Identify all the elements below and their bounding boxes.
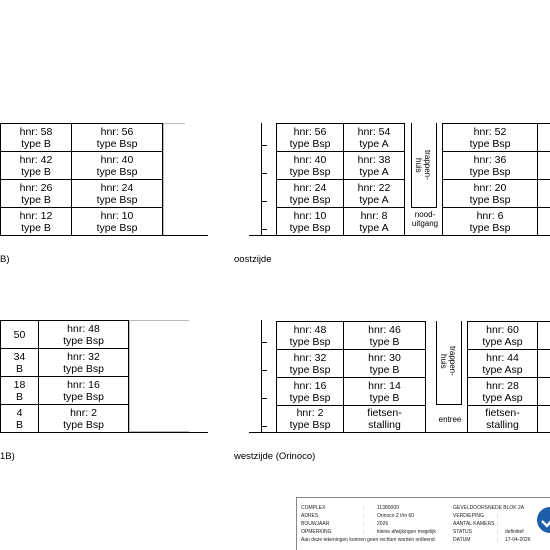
datum-label: DATUM bbox=[453, 537, 471, 543]
unit-cell: hnr: 2 type Bsp bbox=[276, 405, 344, 433]
unit-cell: hnr: 38 type A bbox=[343, 151, 405, 180]
unit-cell: hnr: 2 type Bsp bbox=[38, 404, 129, 433]
facade-edge bbox=[261, 320, 262, 432]
section-caption: westzijde (Orinoco) bbox=[234, 451, 316, 462]
unit-cell: hnr: 40 type Bsp bbox=[71, 151, 163, 180]
unit-cell: 18 B bbox=[0, 376, 39, 405]
entrance-label: entree bbox=[438, 415, 462, 424]
logo-icon bbox=[537, 507, 550, 533]
unit-cell: hnr: 42 type B bbox=[0, 151, 72, 180]
unit-cell: hnr: 6 type Bsp bbox=[442, 207, 538, 236]
section-caption: oostzijde bbox=[234, 254, 272, 265]
unit-cell: hnr: 48 type Bsp bbox=[38, 320, 129, 349]
adjacent-unit-divider bbox=[537, 377, 550, 378]
adjacent-unit-divider bbox=[537, 151, 550, 152]
disclaimer: Aan deze tekeningen kunnen geen rechten worden ontleend bbox=[301, 537, 435, 543]
roof-outline bbox=[163, 123, 185, 236]
opmerking-label: OPMERKING bbox=[301, 529, 332, 535]
tick-mark bbox=[261, 173, 267, 174]
unit-cell: hnr: 16 type Bsp bbox=[38, 376, 129, 405]
separator: : bbox=[497, 513, 499, 519]
unit-cell: hnr: 48 type Bsp bbox=[276, 321, 344, 350]
separator: : bbox=[363, 505, 365, 511]
unit-cell: hnr: 54 type A bbox=[343, 123, 405, 152]
separator: : bbox=[497, 521, 499, 527]
unit-cell: 4 B bbox=[0, 404, 39, 433]
unit-cell: 34 B bbox=[0, 348, 39, 377]
section-caption: 1B) bbox=[0, 451, 15, 462]
unit-cell: hnr: 58 type B bbox=[0, 123, 72, 152]
separator: : bbox=[363, 529, 365, 535]
unit-cell: hnr: 46 type B bbox=[343, 321, 426, 350]
complex-label: COMPLEX bbox=[301, 505, 326, 511]
ground-line bbox=[249, 432, 550, 433]
bouwjaar-value: 2026 bbox=[377, 521, 389, 527]
status-label: STATUS bbox=[453, 529, 472, 535]
unit-cell: hnr: 10 type Bsp bbox=[71, 207, 163, 236]
separator: : bbox=[363, 513, 365, 519]
unit-cell: hnr: 26 type B bbox=[0, 179, 72, 208]
separator: : bbox=[497, 529, 499, 535]
tick-mark bbox=[261, 342, 267, 343]
unit-cell: 50 bbox=[0, 320, 39, 349]
bouwjaar-label: BOUWJAAR bbox=[301, 521, 330, 527]
unit-cell: hnr: 32 type Bsp bbox=[38, 348, 129, 377]
unit-cell: hnr: 24 type Bsp bbox=[71, 179, 163, 208]
tick-mark bbox=[261, 370, 267, 371]
tick-mark bbox=[261, 201, 267, 202]
unit-cell: hnr: 8 type A bbox=[343, 207, 405, 236]
kamers-label: AANTAL KAMERS bbox=[453, 521, 495, 527]
facade-edge bbox=[261, 123, 262, 236]
roof-outline bbox=[129, 320, 189, 432]
status-value: definitief bbox=[505, 529, 524, 535]
bicycle-storage: fietsen- stalling bbox=[467, 405, 538, 433]
unit-cell: hnr: 56 type Bsp bbox=[71, 123, 163, 152]
unit-cell: hnr: 56 type Bsp bbox=[276, 123, 344, 152]
separator: : bbox=[497, 537, 499, 543]
opmerking-value: kleine afwijkingen mogelijk bbox=[377, 529, 436, 535]
stairwell-label: trappen- huis bbox=[439, 346, 457, 376]
bicycle-storage: fietsen- stalling bbox=[343, 405, 426, 433]
emergency-exit-label: nood- uitgang bbox=[411, 210, 439, 228]
unit-cell: hnr: 52 type Bsp bbox=[442, 123, 538, 152]
adjacent-unit-divider bbox=[537, 405, 550, 406]
unit-cell: hnr: 20 type Bsp bbox=[442, 179, 538, 208]
unit-cell: hnr: 32 type Bsp bbox=[276, 349, 344, 378]
unit-cell: hnr: 28 type Asp bbox=[467, 377, 538, 406]
adres-value: Orinoco 2 t/m 60 bbox=[377, 513, 414, 519]
adjacent-unit-divider bbox=[537, 179, 550, 180]
unit-cell: hnr: 14 type B bbox=[343, 377, 426, 406]
unit-cell: hnr: 44 type Asp bbox=[467, 349, 538, 378]
unit-cell: hnr: 30 type B bbox=[343, 349, 426, 378]
unit-cell: hnr: 40 type Bsp bbox=[276, 151, 344, 180]
title-block bbox=[296, 497, 550, 550]
unit-cell: hnr: 36 type Bsp bbox=[442, 151, 538, 180]
separator: : bbox=[363, 521, 365, 527]
adjacent-unit-divider bbox=[537, 349, 550, 350]
unit-cell: hnr: 22 type A bbox=[343, 179, 405, 208]
complex-value: 11380000 bbox=[377, 505, 399, 511]
tick-mark bbox=[261, 229, 267, 230]
ground-line bbox=[249, 235, 550, 236]
unit-cell: hnr: 10 type Bsp bbox=[276, 207, 344, 236]
tick-mark bbox=[261, 426, 267, 427]
ground-line bbox=[0, 235, 208, 236]
unit-cell: hnr: 12 type B bbox=[0, 207, 72, 236]
adjacent-unit-divider bbox=[537, 207, 550, 208]
verdieping-label: VERDIEPING bbox=[453, 513, 484, 519]
ground-line bbox=[0, 432, 208, 433]
section-caption: B) bbox=[0, 254, 10, 265]
unit-cell: hnr: 16 type Bsp bbox=[276, 377, 344, 406]
datum-value: 17-04-2026 bbox=[505, 537, 531, 543]
drawing-title: GEVELDOORSNEDE BLOK 2A bbox=[453, 505, 525, 511]
unit-cell: hnr: 24 type Bsp bbox=[276, 179, 344, 208]
tick-mark bbox=[261, 145, 267, 146]
adres-label: ADRES bbox=[301, 513, 319, 519]
stairwell-label: trappen- huis bbox=[414, 150, 432, 180]
unit-cell: hnr: 60 type Asp bbox=[467, 321, 538, 350]
tick-mark bbox=[261, 398, 267, 399]
